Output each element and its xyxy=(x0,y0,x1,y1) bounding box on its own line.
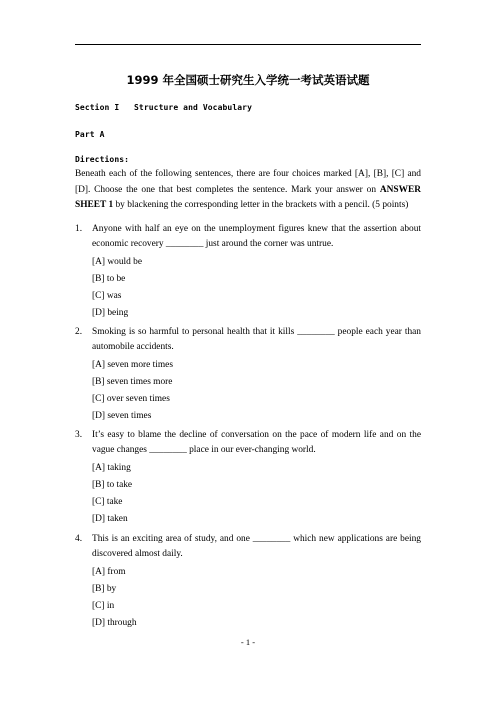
part-heading: Part A xyxy=(75,130,105,139)
question-stem: This is an exciting area of study, and one ________ which new applications are being discovered almost daily. xyxy=(92,534,421,560)
option-list xyxy=(75,254,421,322)
question-1 xyxy=(75,222,421,322)
directions-text-before: Beneath each of the following sentences, there are four choices marked [A], [B], [C] and [D]. Choose the one that best completes the sentence. Mark your answer on xyxy=(75,169,421,195)
option-d: [D] taken xyxy=(92,513,128,524)
directions-text-after: by blackening the corresponding letter in the brackets with a pencil. (5 points) xyxy=(113,200,409,210)
option-a: [A] taking xyxy=(92,462,131,473)
option-b: [B] to take xyxy=(92,479,133,490)
question-number: 3. xyxy=(75,430,83,440)
header-rule xyxy=(75,44,421,45)
question-number: 4. xyxy=(75,534,83,544)
option-c: [C] in xyxy=(92,600,115,611)
option-a: [A] would be xyxy=(92,256,142,267)
answer-sheet-label: ANSWER SHEET 1 xyxy=(75,184,421,210)
option-b: [B] by xyxy=(92,583,117,594)
option-list xyxy=(75,357,421,425)
question-stem: Anyone with half an eye on the unemployment figures knew that the assertion about economic recovery ________ just around the corner was untrue. xyxy=(92,224,421,250)
section-heading: Section I Structure and Vocabulary xyxy=(75,103,252,112)
question-4 xyxy=(75,532,421,632)
option-b: [B] to be xyxy=(92,273,126,284)
option-b: [B] seven times more xyxy=(92,376,173,387)
directions-label: Directions: xyxy=(75,155,130,164)
option-a: [A] seven more times xyxy=(92,359,173,370)
question-2 xyxy=(75,325,421,425)
question-stem: Smoking is so harmful to personal health that it kills ________ people each year than automobile accidents. xyxy=(92,327,421,353)
option-c: [C] take xyxy=(92,496,123,507)
option-list xyxy=(75,564,421,632)
question-number: 1. xyxy=(75,224,83,234)
page-number: - 1 - xyxy=(240,637,256,647)
question-3 xyxy=(75,428,421,528)
option-c: [C] was xyxy=(92,290,122,301)
question-stem: It’s easy to blame the decline of conversation on the pace of modern life and on the vague changes ________ place in our ever-changing world. xyxy=(92,430,421,456)
option-list xyxy=(75,460,421,528)
page-title: 1999 年全国硕士研究生入学统一考试英语试题 xyxy=(126,73,370,87)
option-d: [D] seven times xyxy=(92,410,152,421)
option-d: [D] being xyxy=(92,307,129,318)
option-c: [C] over seven times xyxy=(92,393,170,404)
option-a: [A] from xyxy=(92,566,126,577)
option-d: [D] through xyxy=(92,617,137,628)
directions-text xyxy=(75,167,421,214)
question-number: 2. xyxy=(75,327,83,337)
